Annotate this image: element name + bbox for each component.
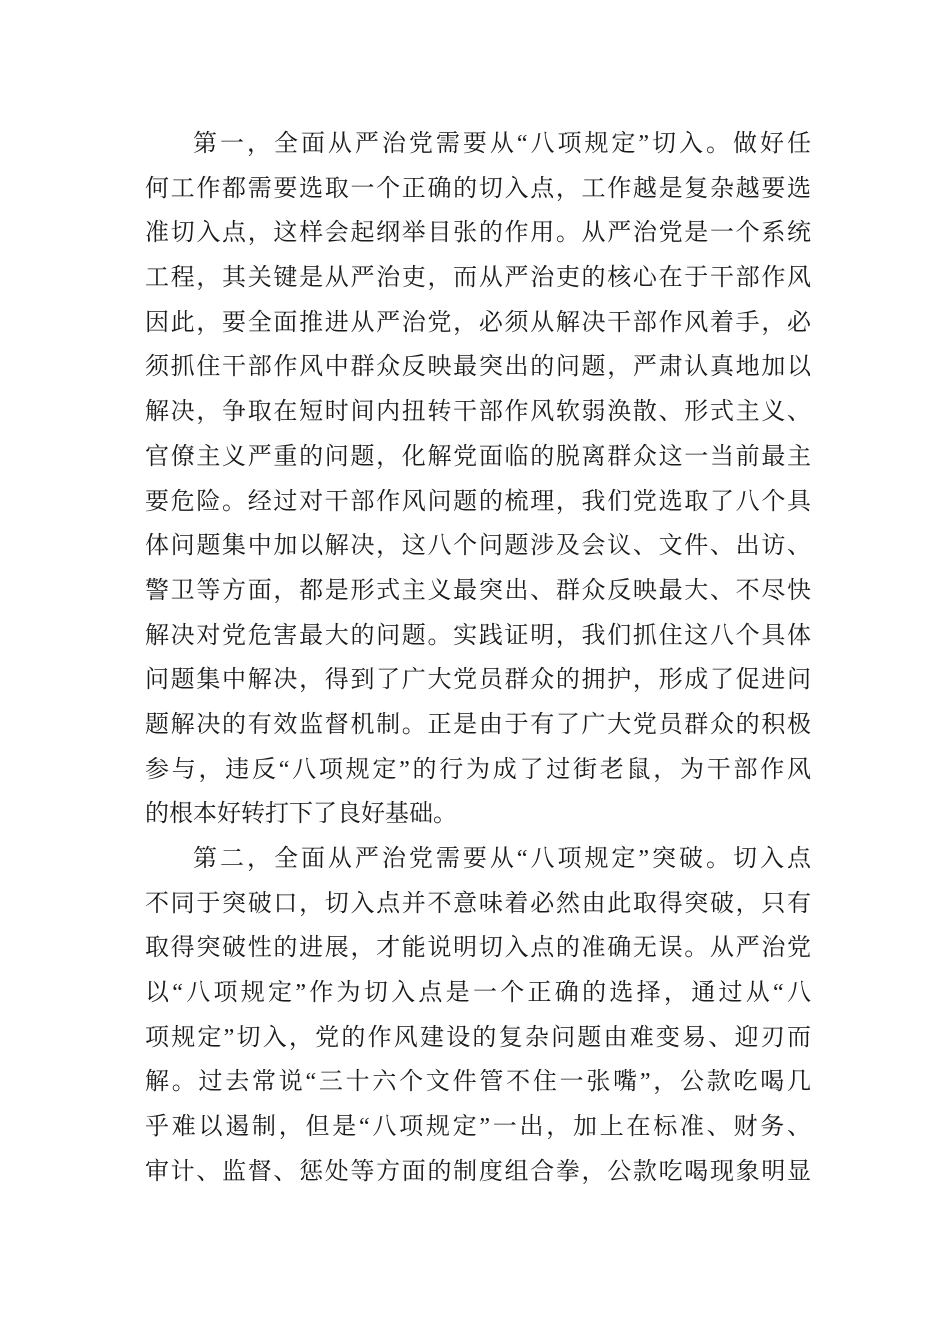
text-line: 第一，全面从严治党需要从“八项规定”切入。做好任 <box>193 131 811 157</box>
text-line: 解决，争取在短时间内扭转干部作风软弱涣散、形式主义、 <box>145 399 811 426</box>
text-line: 准切入点，这样会起纲举目张的作用。从严治党是一个系统 <box>145 220 811 247</box>
text-line: 题解决的有效监督机制。正是由于有了广大党员群众的积极 <box>145 711 811 738</box>
text-line: 工程，其关键是从严治吏，而从严治吏的核心在于干部作风 <box>145 265 811 292</box>
text-line: 审计、监督、惩处等方面的制度组合拳，公款吃喝现象明显 <box>145 1158 811 1185</box>
text-line: 何工作都需要选取一个正确的切入点，工作越是复杂越要选 <box>145 175 811 202</box>
text-line: 问题集中解决，得到了广大党员群众的拥护，形成了促进问 <box>145 667 811 694</box>
paragraph <box>145 837 811 1195</box>
document-page <box>145 122 811 1195</box>
text-line: 要危险。经过对干部作风问题的梳理，我们党选取了八个具 <box>145 488 811 515</box>
text-line: 解决对党危害最大的问题。实践证明，我们抓住这八个具体 <box>145 622 811 649</box>
text-line: 解。过去常说“三十六个文件管不住一张嘴”，公款吃喝几 <box>145 1069 811 1096</box>
text-line: 以“八项规定”作为切入点是一个正确的选择，通过从“八 <box>145 980 811 1007</box>
text-line: 参与，违反“八项规定”的行为成了过街老鼠，为干部作风 <box>145 756 811 783</box>
text-line: 体问题集中加以解决，这八个问题涉及会议、文件、出访、 <box>145 533 811 560</box>
paragraph <box>145 122 811 837</box>
text-line: 警卫等方面，都是形式主义最突出、群众反映最大、不尽快 <box>145 577 811 604</box>
text-line: 乎难以遏制，但是“八项规定”一出，加上在标准、财务、 <box>145 1114 811 1141</box>
text-line: 项规定”切入，党的作风建设的复杂问题由难变易、迎刃而 <box>145 1024 811 1051</box>
text-line: 的根本好转打下了良好基础。 <box>145 801 457 828</box>
text-line: 不同于突破口，切入点并不意味着必然由此取得突破，只有 <box>145 890 811 917</box>
text-line: 第二，全面从严治党需要从“八项规定”突破。切入点 <box>193 846 811 872</box>
text-line: 官僚主义严重的问题，化解党面临的脱离群众这一当前最主 <box>145 443 811 470</box>
text-line: 须抓住干部作风中群众反映最突出的问题，严肃认真地加以 <box>145 354 811 381</box>
text-line: 取得突破性的进展，才能说明切入点的准确无误。从严治党 <box>145 935 811 962</box>
text-line: 因此，要全面推进从严治党，必须从解决干部作风着手，必 <box>145 309 811 336</box>
